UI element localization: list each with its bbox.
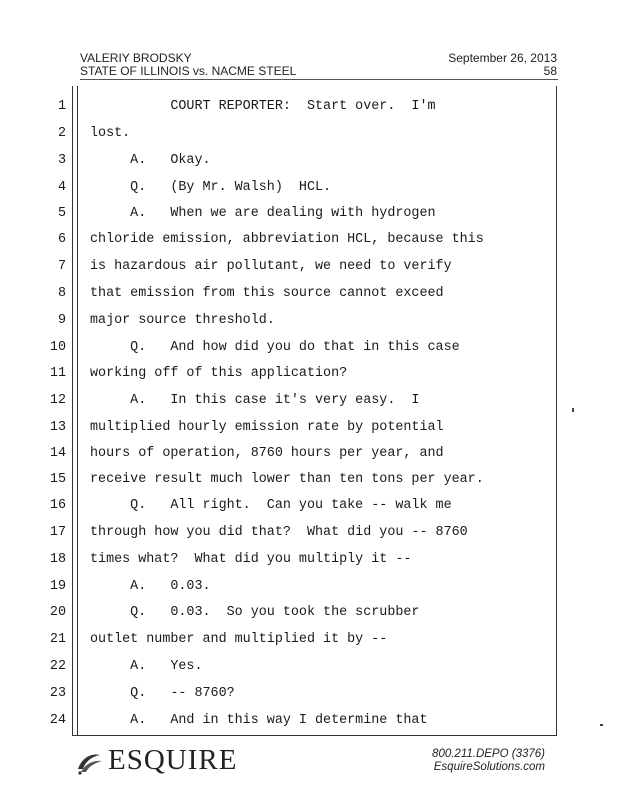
case-title: STATE OF ILLINOIS vs. NACME STEEL [80,64,297,78]
line-number: 5 [57,206,66,221]
transcript-line [0,126,560,152]
transcript-line [0,659,560,685]
line-number: 18 [49,552,66,567]
line-text: A. In this case it's very easy. I [90,393,420,408]
line-text: Q. All right. Can you take -- walk me [90,498,452,513]
line-text: times what? What did you multiply it -- [90,552,412,567]
line-text: hours of operation, 8760 hours per year, and [90,446,444,461]
line-number: 19 [49,579,66,594]
line-number: 15 [49,472,66,487]
line-number: 17 [49,525,66,540]
line-text: A. Okay. [90,153,211,168]
line-text: A. 0.03. [90,579,211,594]
line-text: working off of this application? [90,366,348,381]
line-text: A. Yes. [90,659,203,674]
transcript-line [0,632,560,658]
contact-website: EsquireSolutions.com [433,761,545,773]
line-number: 23 [49,686,66,701]
transcript-line [0,393,560,419]
transcript-line [0,525,560,551]
line-number: 8 [57,286,66,301]
line-text: COURT REPORTER: Start over. I'm [90,99,436,114]
line-text: that emission from this source cannot exceed [90,286,444,301]
transcript-line [0,366,560,392]
transcript-line [0,259,560,285]
line-text: chloride emission, abbreviation HCL, because this [90,232,484,247]
scan-speck [600,724,603,726]
transcript-line [0,605,560,631]
transcript-line [0,232,560,258]
contact-info [432,748,545,774]
line-text: outlet number and multiplied it by -- [90,632,388,647]
line-text: is hazardous air pollutant, we need to verify [90,259,452,274]
esquire-swirl-icon [74,747,104,775]
witness-name: VALERIY BRODSKY [80,51,192,65]
transcript-line [0,579,560,605]
line-number: 2 [57,126,66,141]
line-text: Q. 0.03. So you took the scrubber [90,605,420,620]
header-rule [80,79,558,80]
line-text: receive result much lower than ten tons per year. [90,472,484,487]
line-text: major source threshold. [90,313,275,328]
line-number: 12 [49,393,66,408]
line-number: 4 [57,180,66,195]
line-number: 20 [49,605,66,620]
line-number: 1 [57,99,66,114]
header-right [448,52,557,78]
line-text: lost. [90,126,131,141]
esquire-logo [74,744,237,777]
line-number: 11 [49,366,66,381]
scan-speck [572,408,574,412]
line-number: 7 [57,259,66,274]
line-text: through how you did that? What did you -- 8760 [90,525,468,540]
transcript-line [0,713,560,739]
line-number: 13 [49,420,66,435]
header-left [80,52,296,78]
line-text: Q. (By Mr. Walsh) HCL. [90,180,332,195]
transcript-line [0,313,560,339]
deposition-date: September 26, 2013 [448,51,557,65]
line-text: multiplied hourly emission rate by potential [90,420,444,435]
line-text: Q. -- 8760? [90,686,235,701]
transcript-line [0,552,560,578]
line-number: 14 [49,446,66,461]
transcript-line [0,498,560,524]
line-number: 22 [49,659,66,674]
transcript-line [0,472,560,498]
line-number: 6 [57,232,66,247]
transcript-line [0,420,560,446]
transcript-line [0,180,560,206]
transcript-line [0,286,560,312]
line-text: A. When we are dealing with hydrogen [90,206,436,221]
line-text: Q. And how did you do that in this case [90,340,460,355]
transcript-line [0,153,560,179]
line-number: 10 [49,340,66,355]
line-number: 16 [49,498,66,513]
page-number: 58 [543,64,557,78]
transcript-line [0,206,560,232]
logo-text: ESQUIRE [108,744,238,776]
transcript-line [0,446,560,472]
line-number: 21 [49,632,66,647]
line-number: 3 [57,153,66,168]
contact-phone: 800.211.DEPO (3376) [432,748,545,760]
line-text: A. And in this way I determine that [90,713,428,728]
line-number: 24 [49,713,66,728]
line-number: 9 [57,313,66,328]
transcript-line [0,340,560,366]
transcript-line [0,99,560,125]
transcript-line [0,686,560,712]
